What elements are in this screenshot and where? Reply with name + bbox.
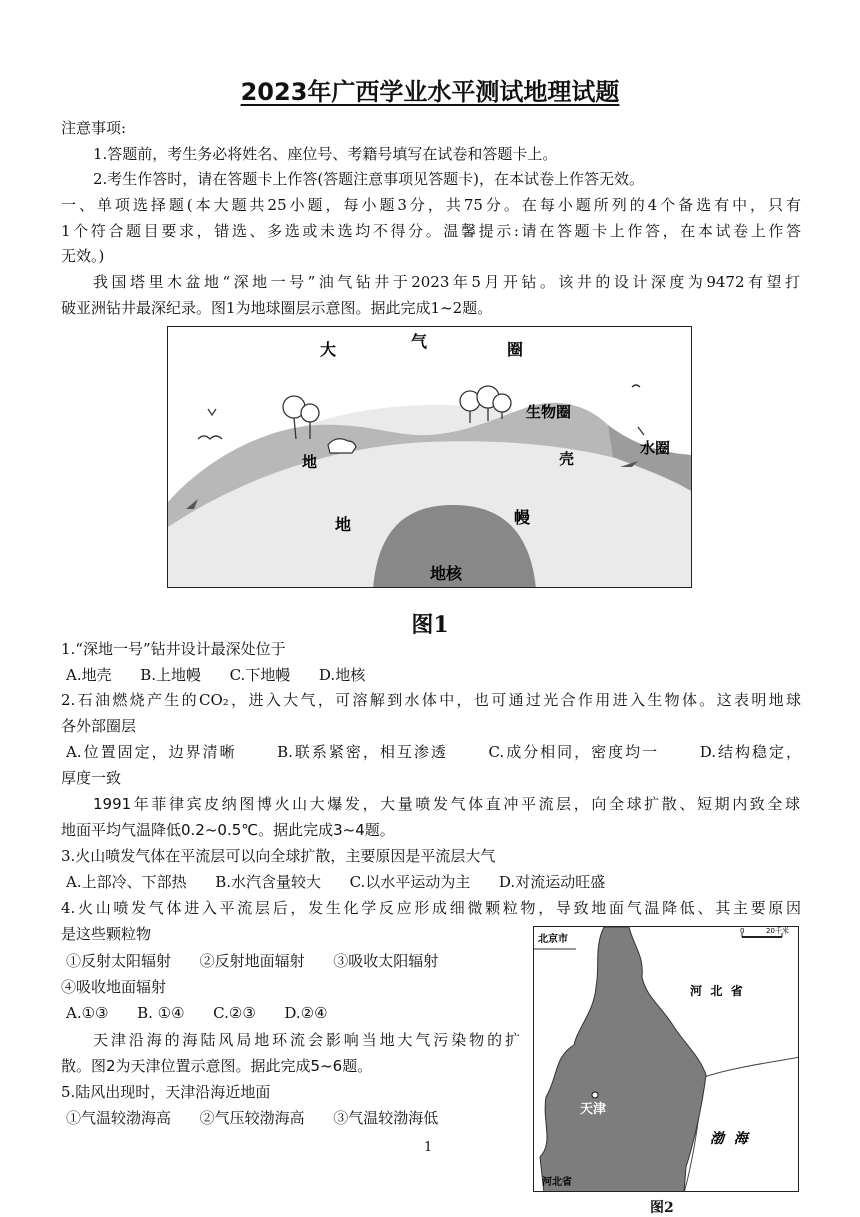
passage-3-line-1: 天津沿海的海陆风局地环流会影响当地大气污染物的扩: [93, 1031, 520, 1049]
q4-items-1: ①反射太阳辐射 ②反射地面辐射 ③吸收太阳辐射: [66, 952, 439, 970]
label-atmosphere-3: 圈: [507, 340, 524, 359]
notice-item-1: 1.答题前，考生务必将姓名、座位号、考籍号填写在试卷和答题卡上。: [93, 145, 558, 163]
q1-stem: 1.“深地一号”钻井设计最深处位于: [61, 640, 286, 658]
q5-stem: 5.陆风出现时，天津沿海近地面: [61, 1083, 271, 1101]
q2-stem-1: 2.石油燃烧产生的CO₂，进入大气，可溶解到水体中，也可通过光合作用进入生物体。这表明地球: [61, 691, 801, 709]
label-tianjin: 天津: [580, 1102, 607, 1117]
label-scale-20: 20千米: [766, 927, 789, 935]
label-beijing: 北京市: [538, 934, 568, 945]
figure-1-caption: 图1: [411, 612, 449, 638]
section-1-line-1: 一、单项选择题(本大题共25小题，每小题3分，共75分。在每小题所列的4个备选有中，只有: [61, 196, 801, 214]
q3-stem: 3.火山喷发气体在平流层可以向全球扩散，主要原因是平流层大气: [61, 847, 496, 865]
notice-item-2: 2.考生作答时，请在答题卡上作答(答题注意事项见答题卡)，在本试卷上作答无效。: [93, 170, 645, 188]
label-crust-1: 地: [302, 453, 318, 471]
label-mantle-2: 幔: [514, 508, 531, 527]
q4-stem-2: 是这些颗粒物: [61, 925, 152, 943]
label-mantle-1: 地: [335, 515, 352, 534]
q2-options-2: 厚度一致: [61, 769, 122, 787]
passage-3-line-2: 散。图2为天津位置示意图。据此完成5~6题。: [61, 1057, 373, 1075]
label-atmosphere-1: 大: [320, 340, 337, 359]
section-1-line-2: 1个符合题目要求，错选、多选或未选均不得分。温馨提示:请在答题卡上作答，在本试卷上作答: [61, 222, 801, 240]
earth-spheres-diagram: [167, 326, 692, 588]
q1-options: A.地壳 B.上地幔 C.下地幔 D.地核: [66, 666, 366, 684]
passage-1-line-1: 我国塔里木盆地“深地一号”油气钻井于2023年5月开钻。该井的设计深度为9472有望打: [93, 273, 800, 291]
label-hydrosphere: 水圈: [640, 439, 671, 457]
passage-1-line-2: 破亚洲钻井最深纪录。图1为地球圈层示意图。据此完成1~2题。: [61, 299, 493, 317]
q3-options: A.上部冷、下部热 B.水汽含量较大 C.以水平运动为主 D.对流运动旺盛: [66, 873, 606, 891]
label-scale-0: 0: [740, 927, 745, 935]
page-title: 2023年广西学业水平测试地理试题: [240, 78, 620, 106]
label-atmosphere-2: 气: [411, 332, 428, 351]
label-bohai: 渤 海: [710, 1131, 748, 1147]
label-hebei-right: 河 北 省: [690, 984, 743, 998]
label-core: 地核: [430, 564, 463, 583]
q2-stem-2: 各外部圈层: [61, 717, 137, 735]
tianjin-location-map: [533, 926, 799, 1192]
passage-2-line-1: 1991年菲律宾皮纳图博火山大爆发，大量喷发气体直冲平流层，向全球扩散、短期内致全球: [93, 795, 800, 813]
figure-2-caption: 图2: [650, 1200, 674, 1216]
q5-items: ①气温较渤海高 ②气压较渤海高 ③气温较渤海低: [66, 1109, 439, 1127]
q4-stem-1: 4.火山喷发气体进入平流层后，发生化学反应形成细微颗粒物，导致地面气温降低、其主要原因: [61, 899, 801, 917]
passage-2-line-2: 地面平均气温降低0.2~0.5℃。据此完成3~4题。: [61, 821, 395, 839]
label-hebei-bottom: 河北省: [542, 1177, 572, 1188]
section-1-line-3: 无效。): [61, 247, 105, 265]
notice-heading: 注意事项:: [61, 119, 127, 137]
label-crust-2: 壳: [559, 450, 575, 468]
tianjin-city-marker: [592, 1092, 598, 1098]
q4-options: A.①③ B. ①④ C.②③ D.②④: [66, 1004, 328, 1022]
label-biosphere: 生物圈: [526, 403, 572, 421]
page-number: 1: [424, 1140, 433, 1155]
label-hebei-left: 河北省: [557, 971, 567, 1006]
q4-items-2: ④吸收地面辐射: [61, 978, 167, 996]
q2-options-1: A.位置固定，边界清晰 B.联系紧密，相互渗透 C.成分相同，密度均一 D.结构稳定，: [66, 743, 801, 761]
